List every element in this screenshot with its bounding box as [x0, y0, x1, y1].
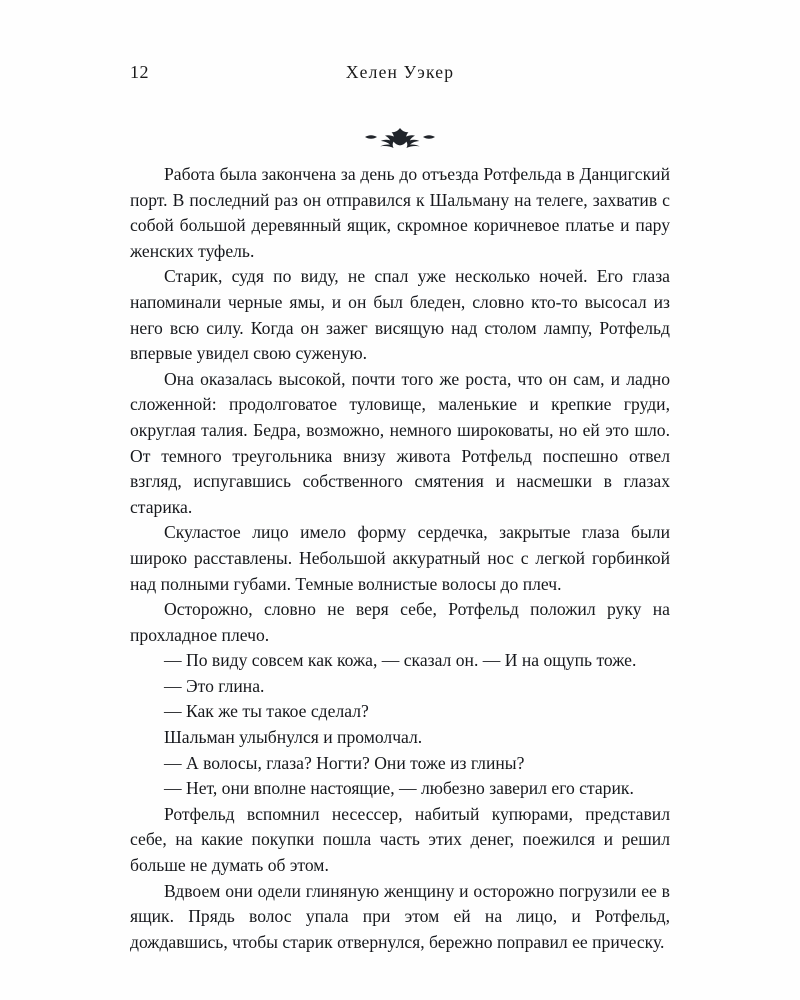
page-text-block: [130, 62, 670, 955]
dialogue-line: — По виду совсем как кожа, — сказал он. — И на ощупь тоже.: [164, 650, 637, 671]
dialogue-line: — А волосы, глаза? Ногти? Они тоже из глины?: [164, 752, 525, 773]
paragraph: Осторожно, словно не веря себе, Ротфельд положил руку на прохладное плечо.: [130, 599, 670, 645]
paragraph: Работа была закончена за день до отъезда Ротфельда в Данцигский порт. В последний раз он отправился к Шальману на телеге, захватив с собой большой деревянный ящик, скромное коричневое платье и пару женских туфель.: [130, 164, 670, 261]
floral-ornament-icon: [363, 126, 437, 148]
dialogue-line: — Это глина.: [164, 675, 265, 696]
running-head: [130, 62, 670, 96]
author-running-head: Хелен Уэкер: [345, 62, 455, 82]
dialogue-line: — Нет, они вполне настоящие, — любезно заверил его старик.: [164, 778, 634, 799]
dialogue-line: — Как же ты такое сделал?: [164, 701, 369, 722]
page-number: 12: [130, 62, 149, 82]
paragraph: Шальман улыбнулся и промолчал.: [164, 727, 423, 748]
paragraph: Старик, судя по виду, не спал уже несколько ночей. Его глаза напоминали черные ямы, и он был бледен, словно кто-то высосал из него всю силу. Когда он зажег висящую над столом лампу, Ротфельд впервые увидел свою суженую.: [130, 266, 670, 364]
chapter-body-text: [130, 162, 670, 955]
paragraph: Вдвоем они одели глиняную женщину и осторожно погрузили ее в ящик. Прядь волос упала при этом ей на лицо, и Ротфельд, дождавшись, чтобы старик отвернулся, бережно поправил ее прическу.: [130, 880, 670, 952]
paragraph: Скуластое лицо имело форму сердечка, закрытые глаза были широко расставлены. Небольшой аккуратный нос с легкой горбинкой над полными губами. Темные волнистые волосы до плеч.: [130, 522, 670, 594]
paragraph: Она оказалась высокой, почти того же роста, что он сам, и ладно сложенной: продолговатое туловище, маленькие и крепкие груди, округлая талия. Бедра, возможно, немного широковаты, но ей это шло. От темного треугольника внизу живота Ротфельд поспешно отвел взгляд, испугавшись собственного смятения и насмешки в глазах старика.: [130, 368, 670, 517]
paragraph: Ротфельд вспомнил несессер, набитый купюрами, представил себе, на какие покупки пошла часть этих денег, поежился и решил больше не думать об этом.: [130, 803, 670, 876]
